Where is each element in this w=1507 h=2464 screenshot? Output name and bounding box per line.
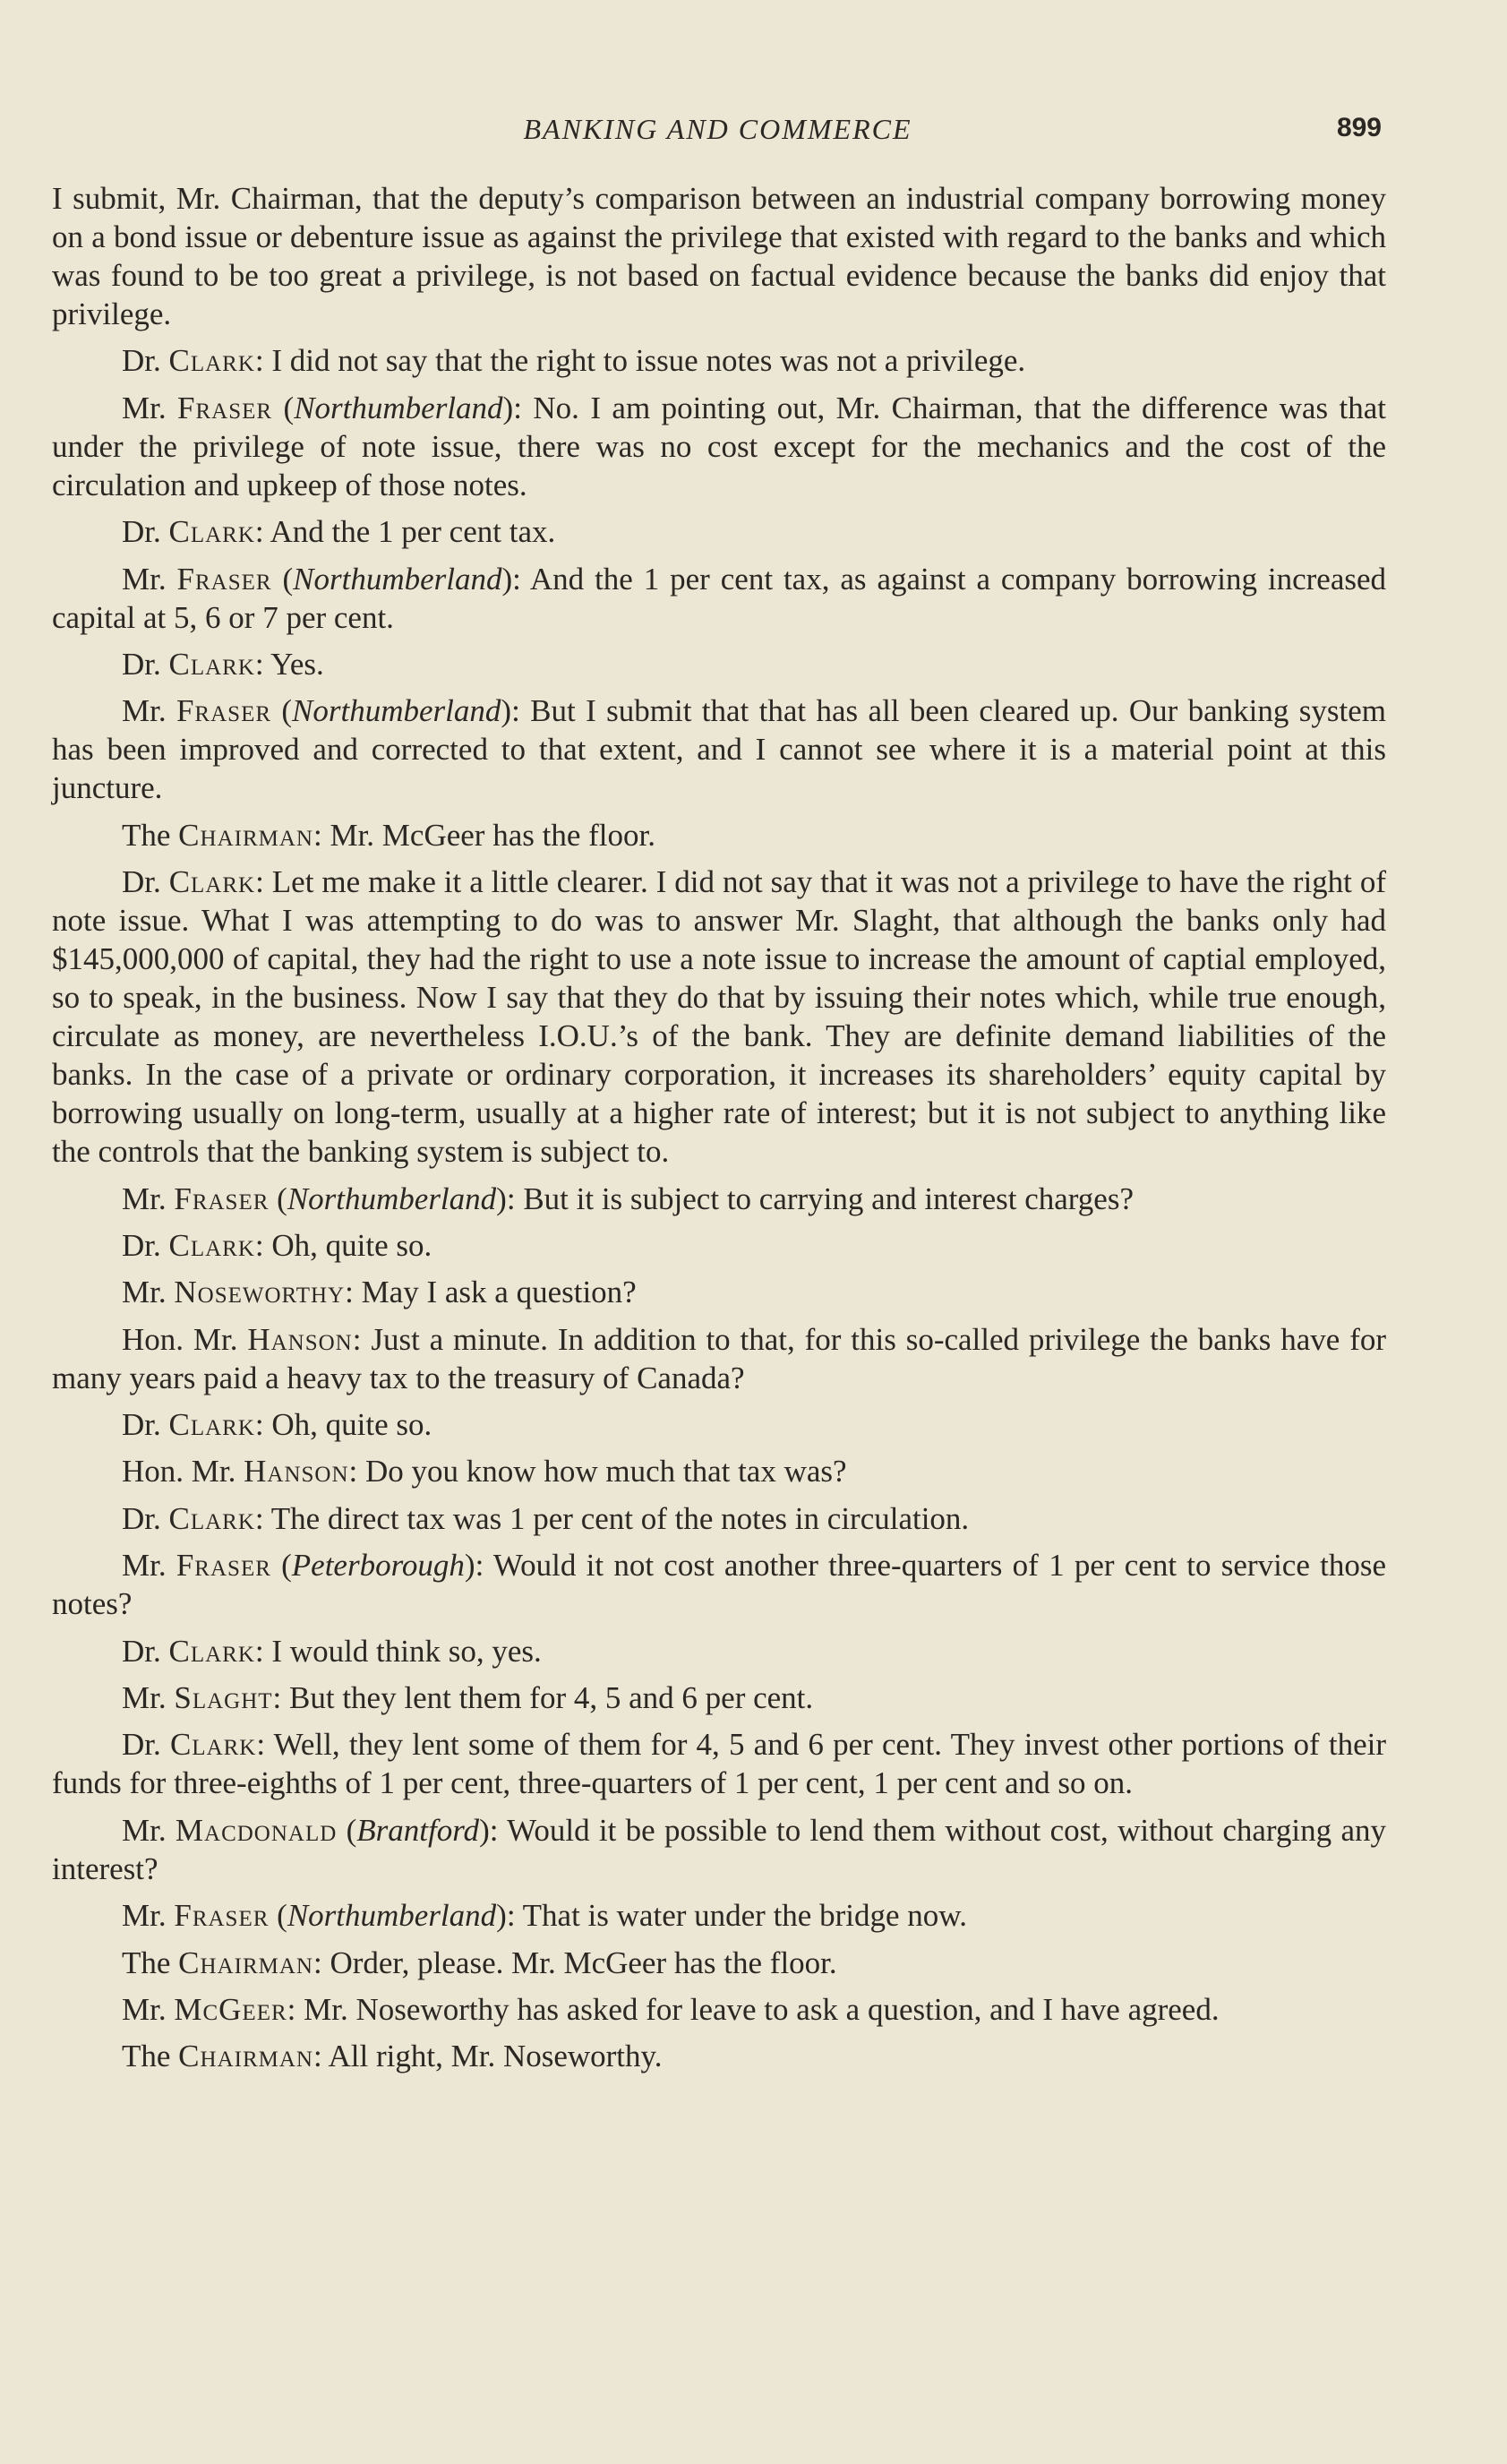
paragraph-text: Would it not cost another three-quarters of 1 per cent to service those notes? bbox=[52, 1548, 1386, 1622]
speech-paragraph: Mr. Fraser (Northumberland): And the 1 per cent tax, as against a company borrowing increased capital at 5, 6 or 7 per cent. bbox=[52, 561, 1387, 635]
paragraph-text: Well, they lent some of them for 4, 5 and 6 per cent. They invest other portions of their funds for three-eighths of 1 per cent, three-quarters of 1 per cent, 1 per cent and so on. bbox=[52, 1727, 1387, 1801]
paragraph-text: All right, Mr. Noseworthy. bbox=[328, 2039, 663, 2074]
running-title: BANKING AND COMMERCE bbox=[523, 113, 912, 145]
speaker-riding: Brantford bbox=[356, 1812, 480, 1848]
paragraph-text: Oh, quite so. bbox=[271, 1407, 432, 1443]
text-paragraph bbox=[52, 179, 1386, 333]
speaker-name: Macdonald bbox=[175, 1812, 338, 1848]
speaker-honorific: Dr. bbox=[122, 864, 169, 900]
paragraph-text: Mr. McGeer has the floor. bbox=[330, 817, 655, 853]
speech-paragraph: Mr. Fraser (Northumberland): But I submit that that has all been cleared up. Our banking system has been improved and corrected to that extent, and I cannot see where it is a material point at this juncture. bbox=[52, 693, 1386, 806]
speech-paragraph: Hon. Mr. Hanson: Just a minute. In addition to that, for this so-called privilege the banks have for many years paid a heavy tax to the treasury of Canada? bbox=[52, 1321, 1386, 1395]
paragraph-text: Oh, quite so. bbox=[271, 1227, 432, 1263]
speech-paragraph: Dr. Clark: I would think so, yes. bbox=[122, 1633, 542, 1669]
speaker-riding: Northumberland bbox=[287, 1180, 497, 1216]
speaker-name: Chairman bbox=[178, 1945, 313, 1980]
speaker-honorific: Dr. bbox=[122, 1727, 170, 1763]
paragraph-text: Do you know how much that tax was? bbox=[365, 1454, 847, 1490]
speech-paragraph: Dr. Clark: I did not say that the right to issue notes was not a privilege. bbox=[122, 343, 1026, 379]
speech-paragraph: Mr. Macdonald (Brantford): Would it be possible to lend them without cost, without charging any interest? bbox=[52, 1812, 1386, 1886]
document-body bbox=[52, 179, 1386, 2084]
page-number: 899 bbox=[1336, 113, 1382, 142]
speaker-name: Fraser bbox=[177, 390, 273, 425]
speech-paragraph: Dr. Clark: Well, they lent some of them for 4, 5 and 6 per cent. They invest other portions of their funds for three-eighths of 1 per cent, three-quarters of 1 per cent, 1 per cent and so on. bbox=[52, 1727, 1387, 1801]
speaker-honorific: The bbox=[122, 1945, 179, 1980]
speaker-honorific: The bbox=[122, 817, 179, 853]
paragraph-text: The direct tax was 1 per cent of the notes in circulation. bbox=[270, 1500, 970, 1536]
paragraph-text: And the 1 per cent tax. bbox=[270, 514, 556, 550]
speaker-honorific: Dr. bbox=[122, 1500, 169, 1536]
speaker-honorific: Mr. bbox=[122, 1812, 176, 1848]
speech-paragraph: Mr. Noseworthy: May I ask a question? bbox=[122, 1275, 637, 1310]
speaker-honorific: Mr. bbox=[122, 390, 178, 425]
speaker-honorific: Mr. bbox=[122, 1898, 175, 1934]
speech-paragraph: Mr. Fraser (Northumberland): No. I am pointing out, Mr. Chairman, that the difference was that under the privilege of note issue, there was no cost except for the mechanics and the cost of the circulation and upkeep of those notes. bbox=[52, 390, 1386, 502]
paragraph-text: But it is subject to carrying and interest charges? bbox=[523, 1180, 1134, 1216]
paragraph-text: Mr. Noseworthy has asked for leave to ask a question, and I have agreed. bbox=[304, 1991, 1220, 2027]
speaker-honorific: Hon. Mr. bbox=[122, 1321, 248, 1357]
speaker-riding: Northumberland bbox=[294, 390, 503, 425]
paragraph-text: No. I am pointing out, Mr. Chairman, that the difference was that under the privilege of note issue, there was no cost except for the mechanics and the cost of the circulation and upkeep of those notes. bbox=[52, 390, 1386, 502]
paragraph-text: But they lent them for 4, 5 and 6 per cent. bbox=[289, 1680, 814, 1716]
speech-paragraph: Mr. McGeer: Mr. Noseworthy has asked for leave to ask a question, and I have agreed. bbox=[122, 1991, 1220, 2027]
speaker-name: Chairman bbox=[178, 2039, 313, 2074]
speaker-name: Clark bbox=[168, 343, 255, 379]
speaker-name: Clark bbox=[168, 1633, 255, 1669]
speaker-riding: Northumberland bbox=[293, 561, 502, 597]
speaker-honorific: Mr. bbox=[122, 1548, 176, 1584]
paragraph-text: I did not say that the right to issue notes was not a privilege. bbox=[271, 343, 1026, 379]
paragraph-text: Order, please. Mr. McGeer has the floor. bbox=[330, 1945, 837, 1980]
speaker-name: Clark bbox=[168, 514, 255, 550]
speaker-name: Fraser bbox=[174, 1180, 270, 1216]
speaker-name: Fraser bbox=[176, 693, 272, 729]
speech-paragraph: Dr. Clark: Oh, quite so. bbox=[122, 1407, 432, 1443]
speaker-honorific: Mr. bbox=[122, 1275, 175, 1310]
speaker-honorific: Dr. bbox=[122, 1407, 169, 1443]
speaker-honorific: Mr. bbox=[122, 693, 176, 729]
speaker-honorific: Dr. bbox=[122, 343, 169, 379]
speaker-honorific: The bbox=[122, 2039, 179, 2074]
speech-paragraph: Dr. Clark: Yes. bbox=[122, 646, 324, 682]
speech-paragraph: Dr. Clark: Oh, quite so. bbox=[122, 1227, 432, 1263]
speaker-name: Slaght bbox=[174, 1680, 273, 1716]
speaker-name: Fraser bbox=[176, 1548, 271, 1584]
paragraph-text: Let me make it a little clearer. I did not say that it was not a privilege to have the right of note issue. What I was attempting to do was to answer Mr. Slaght, that although the banks only had $145,000,000 of capital, they had the right to use a note issue to increase the amount of captial employed, so to speak, in the business. Now I say that they do that by issuing their notes which, while true enough, circulate as money, are nevertheless I.O.U.’s of the bank. They are definite demand liabilities of the banks. In the case of a private or ordinary corporation, it increases its shareholders’ equity capital by borrowing usually on long-term, usually at a higher rate of interest; but it is not subject to anything like the controls that the banking system is subject to. bbox=[52, 864, 1386, 1170]
speech-paragraph: The Chairman: Mr. McGeer has the floor. bbox=[122, 817, 655, 853]
paragraph-text: I submit, Mr. Chairman, that the deputy’s comparison between an industrial company borrowing money on a bond issue or debenture issue as against the privilege that existed with regard to the banks and which was found to be too great a privilege, is not based on factual evidence because the banks did enjoy that privilege. bbox=[52, 181, 1386, 331]
speaker-honorific: Dr. bbox=[122, 1227, 169, 1263]
paragraph-text: Just a minute. In addition to that, for this so-called privilege the banks have for many years paid a heavy tax to the treasury of Canada? bbox=[52, 1321, 1386, 1395]
speaker-riding: Northumberland bbox=[287, 1898, 497, 1934]
paragraph-text: Yes. bbox=[270, 646, 324, 682]
speaker-honorific: Hon. Mr. bbox=[122, 1454, 244, 1490]
speaker-honorific: Dr. bbox=[122, 646, 169, 682]
speaker-name: Clark bbox=[168, 1407, 255, 1443]
speaker-honorific: Mr. bbox=[122, 1680, 175, 1716]
speaker-name: McGeer bbox=[174, 1991, 287, 2027]
speech-paragraph: The Chairman: All right, Mr. Noseworthy. bbox=[122, 2039, 663, 2074]
speaker-riding: Northumberland bbox=[292, 693, 501, 729]
paragraph-text: That is water under the bridge now. bbox=[522, 1898, 967, 1934]
speaker-name: Hanson bbox=[247, 1321, 353, 1357]
speaker-honorific: Mr. bbox=[122, 1180, 175, 1216]
speaker-riding: Peterborough bbox=[291, 1548, 465, 1584]
paragraph-text: But I submit that that has all been cleared up. Our banking system has been improved and corrected to that extent, and I cannot see where it is a material point at this juncture. bbox=[52, 693, 1386, 806]
speech-paragraph: Dr. Clark: And the 1 per cent tax. bbox=[122, 514, 556, 550]
speaker-name: Clark bbox=[168, 646, 255, 682]
speaker-name: Noseworthy bbox=[174, 1275, 346, 1310]
speaker-honorific: Dr. bbox=[122, 514, 169, 550]
speaker-name: Fraser bbox=[176, 561, 272, 597]
speaker-name: Clark bbox=[168, 1227, 255, 1263]
paragraph-text: Would it be possible to lend them without cost, without charging any interest? bbox=[52, 1812, 1386, 1886]
speech-paragraph: The Chairman: Order, please. Mr. McGeer has the floor. bbox=[122, 1945, 837, 1980]
speaker-name: Clark bbox=[169, 1727, 257, 1763]
speech-paragraph: Mr. Fraser (Northumberland): But it is subject to carrying and interest charges? bbox=[122, 1180, 1134, 1216]
speech-paragraph: Dr. Clark: Let me make it a little clearer. I did not say that it was not a privilege to have the right of note issue. What I was attempting to do was to answer Mr. Slaght, that although the banks only had $145,000,000 of capital, they had the right to use a note issue to increase the amount of captial employed, so to speak, in the business. Now I say that they do that by issuing their notes which, while true enough, circulate as money, are nevertheless I.O.U.’s of the bank. They are definite demand liabilities of the banks. In the case of a private or ordinary corporation, it increases its shareholders’ equity capital by borrowing usually on long-term, usually at a higher rate of interest; but it is not subject to anything like the controls that the banking system is subject to. bbox=[52, 864, 1386, 1170]
speaker-honorific: Mr. bbox=[122, 561, 177, 597]
speaker-name: Hanson bbox=[244, 1454, 349, 1490]
speaker-honorific: Dr. bbox=[122, 1633, 169, 1669]
speech-paragraph: Mr. Slaght: But they lent them for 4, 5 and 6 per cent. bbox=[122, 1680, 814, 1716]
speaker-honorific: Mr. bbox=[122, 1991, 175, 2027]
speech-paragraph: Hon. Mr. Hanson: Do you know how much that tax was? bbox=[122, 1454, 847, 1490]
speaker-name: Fraser bbox=[174, 1898, 270, 1934]
speaker-name: Chairman bbox=[178, 817, 313, 853]
speech-paragraph: Mr. Fraser (Northumberland): That is water under the bridge now. bbox=[122, 1898, 967, 1934]
page-header bbox=[54, 106, 1382, 150]
speaker-name: Clark bbox=[168, 1500, 255, 1536]
paragraph-text: May I ask a question? bbox=[361, 1275, 637, 1310]
paragraph-text: I would think so, yes. bbox=[271, 1633, 542, 1669]
paragraph-text: And the 1 per cent tax, as against a company borrowing increased capital at 5, 6 or 7 per cent. bbox=[52, 561, 1387, 635]
speech-paragraph: Mr. Fraser (Peterborough): Would it not cost another three-quarters of 1 per cent to service those notes? bbox=[52, 1548, 1386, 1622]
speech-paragraph: Dr. Clark: The direct tax was 1 per cent of the notes in circulation. bbox=[122, 1500, 970, 1536]
speaker-name: Clark bbox=[168, 864, 256, 900]
